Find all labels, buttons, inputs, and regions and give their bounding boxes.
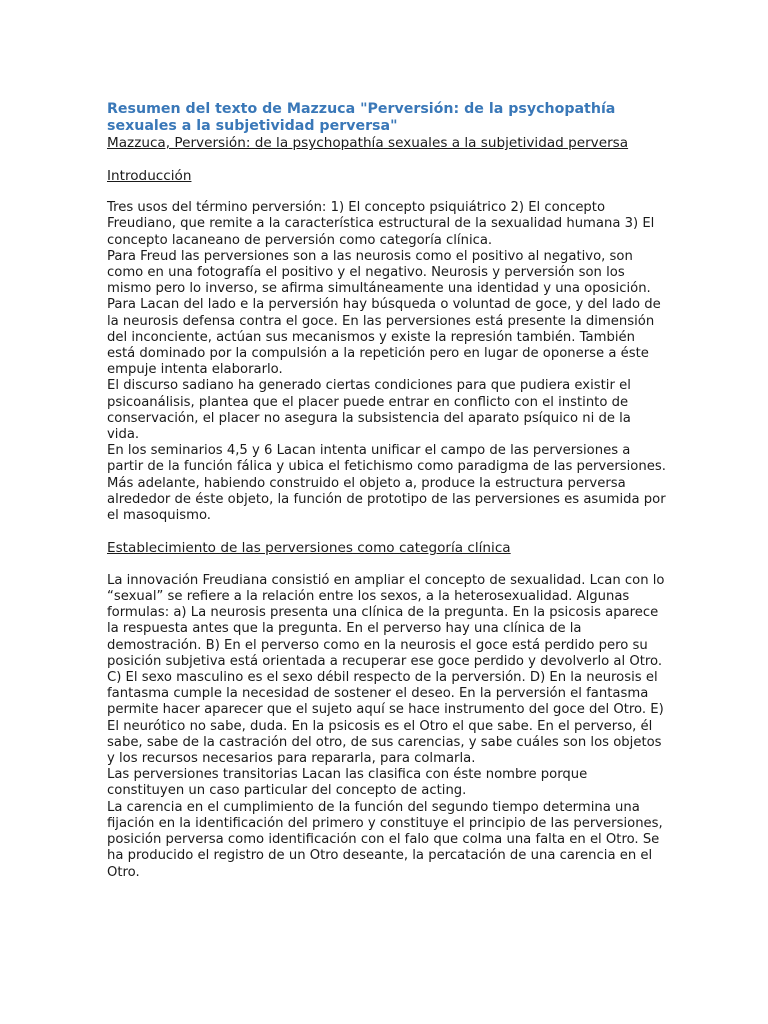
- paragraph: Tres usos del término perversión: 1) El concepto psiquiátrico 2) El concepto Freudiano, que remite a la característica estructural de la sexualidad humana 3) El concepto lacaneano de perversión como categoría clínica.: [107, 200, 655, 248]
- paragraph: En los seminarios 4,5 y 6 Lacan intenta unificar el campo de las perversiones a partir de la función fálica y ubica el fetichismo como paradigma de las perversiones.: [107, 443, 666, 475]
- section-heading-introduccion: Introducción: [107, 167, 192, 184]
- paragraph: Más adelante, habiendo construido el objeto a, produce la estructura perversa alrededor de éste objeto, la función de prototipo de las perversiones es asumida por el masoquismo.: [107, 475, 666, 524]
- document-subtitle: Mazzuca, Perversión: de la psychopathía sexuales a la subjetividad perversa: [107, 135, 629, 151]
- paragraph: La carencia en el cumplimiento de la función del segundo tiempo determina una fijación en la identificación del primero y constituye el principio de las perversiones, posición perversa como identificación con el falo que colma una falta en el Otro. Se ha producido el registro de un Otro deseante, la percatación de una carencia en el Otro.: [107, 799, 663, 880]
- document-page: [107, 101, 667, 881]
- document-title: Resumen del texto de Mazzuca "Perversión: de la psychopathía sexuales a la subjetividad perversa": [107, 101, 616, 134]
- paragraph: Las perversiones transitorias Lacan las clasifica con éste nombre porque constituyen un caso particular del concepto de acting.: [107, 767, 588, 799]
- paragraph: El discurso sadiano ha generado ciertas condiciones para que pudiera existir el psicoanálisis, plantea que el placer puede entrar en conflicto con el instinto de conservación, el placer no asegura la subsistencia del aparato psíquico ni de la vida.: [107, 378, 631, 443]
- paragraph: La innovación Freudiana consistió en ampliar el concepto de sexualidad. Lcan con lo “sexual” se refiere a la relación entre los sexos, a la heterosexualidad. Algunas formulas: a) La neurosis presenta una clínica de la pregunta. En la psicosis aparece la respuesta antes que la pregunta. En el perverso hay una clínica de la demostración. B) En el perverso como en la neurosis el goce está perdido pero su posición subjetiva está orientada a recuperar ese goce perdido y devolverlo al Otro. C) El sexo masculino es el sexo débil respecto de la perversión. D) En la neurosis el fantasma cumple la necesidad de sostener el deseo. En la perversión el fantasma permite hacer aparecer que el sujeto aquí se hace instrumento del goce del Otro. E) El neurótico no sabe, duda. En la psicosis es el Otro el que sabe. En el perverso, él sabe, sabe de la castración del otro, de sus carencias, y sabe cuáles son los objetos y los recursos necesarios para repararla, para colmarla.: [107, 572, 665, 767]
- section-heading-categoria-clinica: Establecimiento de las perversiones como categoría clínica: [107, 540, 511, 557]
- paragraph: Para Freud las perversiones son a las neurosis como el positivo al negativo, son como en una fotografía el positivo y el negativo. Neurosis y perversión son los mismo pero lo inverso, se afirma simultáneamente una identidad y una oposición. Para Lacan del lado e la perversión hay búsqueda o voluntad de goce, y del lado de la neurosis defensa contra el goce. En las perversiones está presente la dimensión del inconciente, actúan sus mecanismos y existe la represión también. También está dominado por la compulsión a la repetición pero en lugar de oponerse a éste empuje intenta elaborarlo.: [107, 248, 661, 378]
